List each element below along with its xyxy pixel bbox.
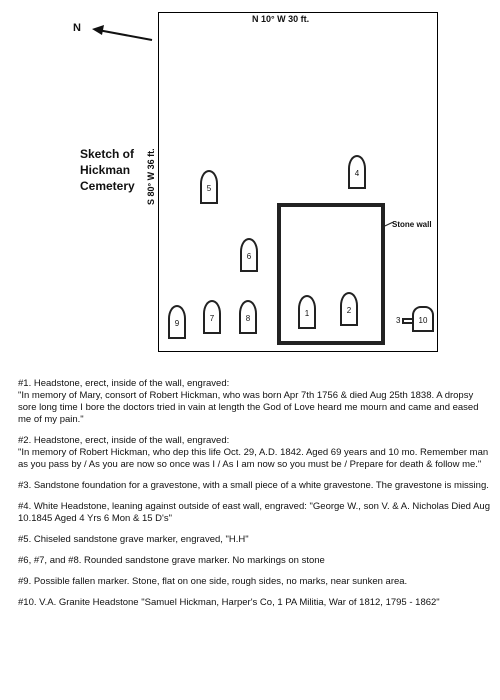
sketch-title <box>80 146 135 194</box>
grave-marker-9: 9 <box>168 305 186 339</box>
marker-descriptions <box>18 378 493 618</box>
note-9 <box>18 576 493 588</box>
note-heading: #1. Headstone, erect, inside of the wall, engraved: <box>18 378 230 389</box>
stone-wall <box>277 203 385 345</box>
note-heading: #2. Headstone, erect, inside of the wall, engraved: <box>18 435 230 446</box>
note-heading: #10. V.A. Granite Headstone "Samuel Hickman, Harper's Co, 1 PA Militia, War of 1812, 1795 - 1862" <box>18 597 440 608</box>
grave-marker-10: 10 <box>412 306 434 332</box>
note-2 <box>18 435 493 471</box>
north-arrow-icon <box>90 22 160 44</box>
note-heading: #9. Possible fallen marker. Stone, flat on one side, rough sides, no marks, near sunken area. <box>18 576 408 587</box>
grave-marker-4: 4 <box>348 155 366 189</box>
grave-marker-8: 8 <box>239 300 257 334</box>
grave-marker-3-label: 3 <box>396 316 401 325</box>
note-heading: #5. Chiseled sandstone grave marker, engraved, "H.H" <box>18 534 249 545</box>
note-5 <box>18 534 493 546</box>
title-line: Cemetery <box>80 179 135 193</box>
grave-marker-6: 6 <box>240 238 258 272</box>
note-3 <box>18 480 493 492</box>
note-heading: #6, #7, and #8. Rounded sandstone grave marker. No markings on stone <box>18 555 325 566</box>
note-heading: #4. White Headstone, leaning against outside of east wall, engraved: "George W., son V. & A. Nicholas Died Aug 10.1845 Aged 4 Yrs 6 Mon & 15 D's" <box>18 501 490 524</box>
note-10 <box>18 597 493 609</box>
note-text: "In memory of Robert Hickman, who dep this life Oct. 29, A.D. 1842. Aged 69 years and 10 mo. Remember man as you pass by / As you are now so once was I / As I am now so you must be / Prepare for death & follow me." <box>18 447 489 470</box>
north-label: N <box>73 22 81 34</box>
note-heading: #3. Sandstone foundation for a gravestone, with a small piece of a white gravestone. The gravestone is missing. <box>18 480 489 491</box>
stone-wall-label: Stone wall <box>392 220 432 229</box>
title-line: Hickman <box>80 163 131 177</box>
note-4 <box>18 501 493 525</box>
west-dimension-label: S 80° W 36 ft. <box>146 148 156 205</box>
grave-marker-7: 7 <box>203 300 221 334</box>
grave-marker-1: 1 <box>298 295 316 329</box>
grave-marker-2: 2 <box>340 292 358 326</box>
note-1 <box>18 378 493 426</box>
title-line: Sketch of <box>80 147 135 161</box>
north-dimension-label: N 10° W 30 ft. <box>252 14 310 24</box>
note-6-7-8 <box>18 555 493 567</box>
note-text: "In memory of Mary, consort of Robert Hickman, who was born Apr 7th 1756 & died Aug 25th 1838. A dropsy sore long time I bore the doctors tried in vain at length the God of Love heard me mourn and came and eased me of my pain." <box>18 390 479 425</box>
grave-marker-5: 5 <box>200 170 218 204</box>
